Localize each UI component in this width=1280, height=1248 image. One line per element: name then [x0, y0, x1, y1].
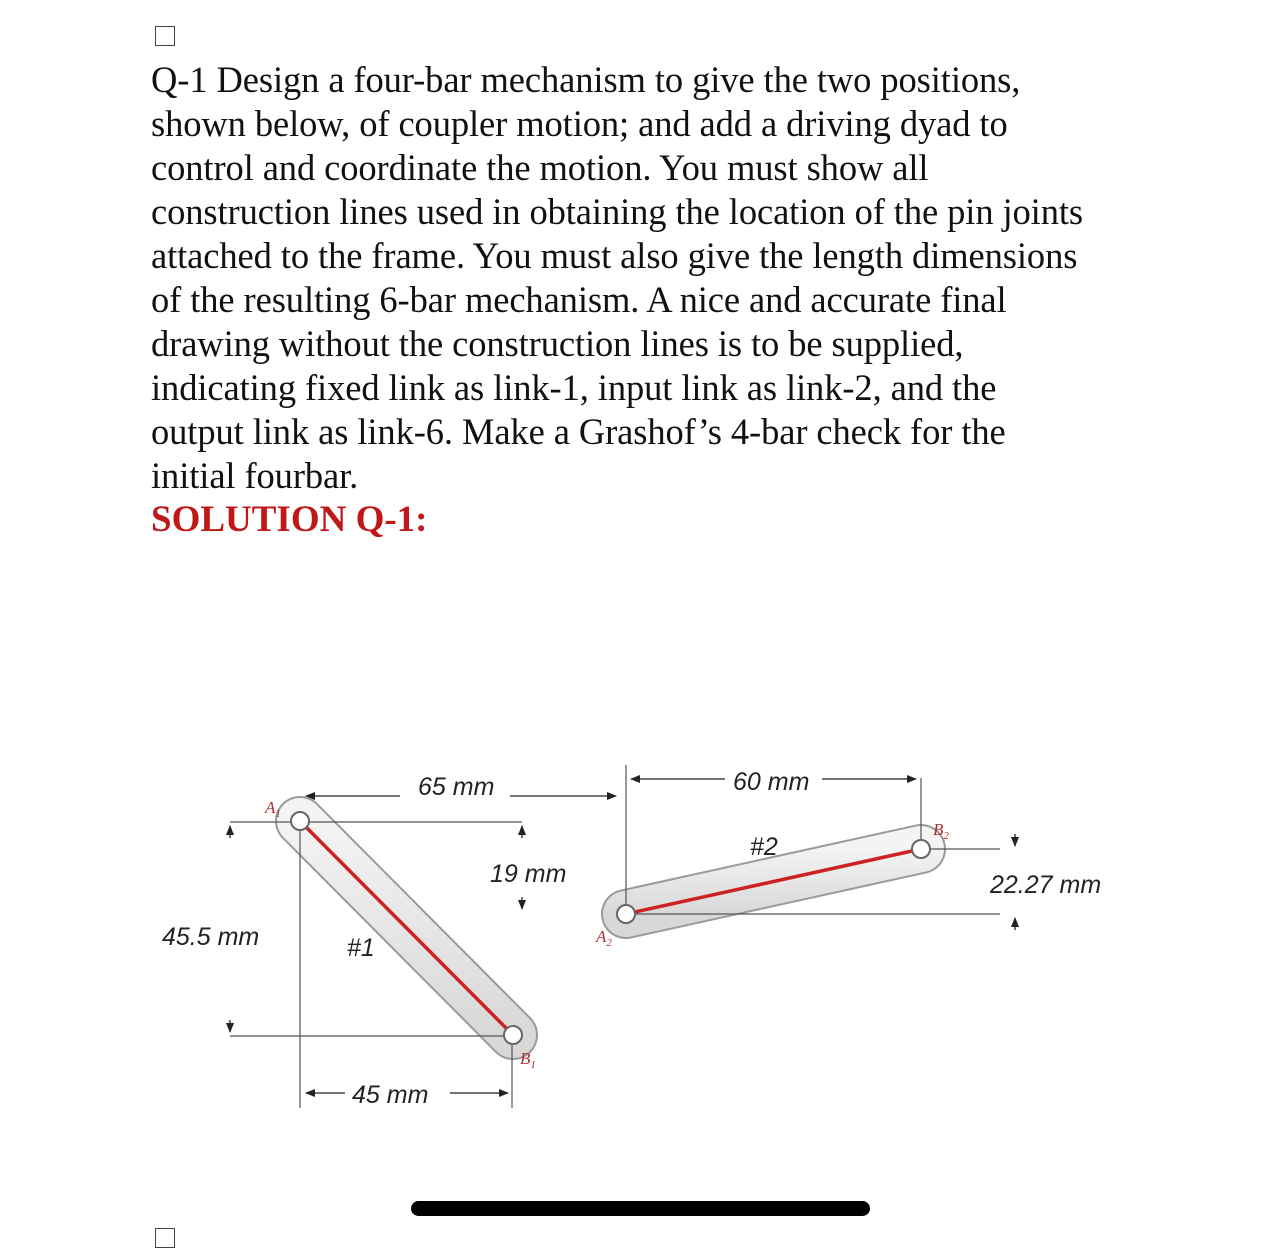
solution-heading: SOLUTION Q-1:	[151, 499, 428, 540]
link1-label: #1	[347, 934, 375, 962]
label-A1: $A_1$	[265, 798, 281, 820]
dim-45-5: 45.5 mm	[162, 923, 260, 951]
dim-60: 60 mm	[733, 768, 810, 796]
home-indicator[interactable]	[411, 1201, 870, 1216]
label-A2: $A_2$	[596, 927, 612, 949]
dim-65: 65 mm	[418, 773, 495, 801]
link1-line	[300, 821, 513, 1035]
pivot-A1	[291, 812, 309, 830]
pivot-B2	[912, 840, 930, 858]
dim-45: 45 mm	[352, 1081, 429, 1109]
dim-19: 19 mm	[490, 860, 567, 888]
pivot-A2	[617, 905, 635, 923]
label-B1: $B_1$	[520, 1049, 536, 1071]
checkbox-next[interactable]	[155, 1228, 175, 1248]
question-text: Q-1 Design a four-bar mechanism to give the two positions, shown below, of coupler motion; and add a driving dyad to control and coordinate the motion. You must show all construction lines used in obtaining the location of the pin joints attached to the frame. You must also give the length dimensions of the resulting 6-bar mechanism. A nice and accurate final drawing without the construction lines is to be supplied, indicating fixed link as link-1, input link as link-2, and the output link as link-6. Make a Grashof’s 4-bar check for the initial fourbar.	[151, 59, 1084, 496]
pivot-B1	[504, 1026, 522, 1044]
dim-22-27: 22.27 mm	[990, 871, 1102, 899]
link2-label: #2	[750, 833, 778, 861]
label-B2: $B_2$	[933, 820, 949, 842]
